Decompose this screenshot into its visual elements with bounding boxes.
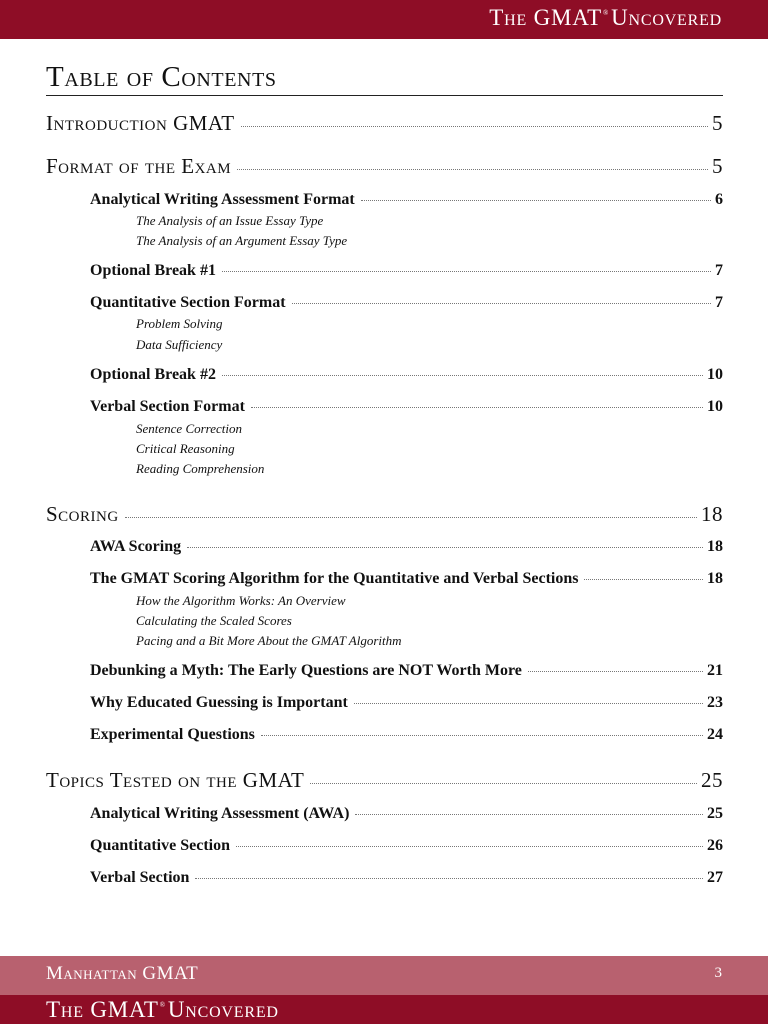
- toc-entry[interactable]: [90, 538, 723, 556]
- dot-leader: [310, 783, 697, 784]
- footer-title-text-end: Uncovered: [167, 997, 279, 1022]
- toc-subtopic: The Analysis of an Issue Essay Type: [136, 213, 324, 228]
- dot-leader: [125, 517, 697, 518]
- toc-entry[interactable]: [90, 805, 723, 823]
- toc-page-number: 7: [715, 294, 723, 311]
- toc-subtopic: Reading Comprehension: [136, 461, 265, 476]
- dot-leader: [241, 126, 708, 127]
- toc-page-number: 25: [707, 805, 723, 822]
- toc-entry[interactable]: [90, 726, 723, 744]
- toc-entry[interactable]: [90, 570, 723, 588]
- toc-entry-label: Introduction GMAT: [46, 111, 235, 135]
- toc-entry-label: Topics Tested on the GMAT: [46, 768, 305, 792]
- dot-leader: [251, 407, 703, 408]
- toc-page-number: 7: [715, 262, 723, 279]
- toc-entry[interactable]: [90, 662, 723, 680]
- toc-entry[interactable]: [90, 191, 723, 209]
- toc-entry[interactable]: [90, 294, 723, 312]
- footer-title-text: The GMAT: [46, 997, 159, 1022]
- trademark-mark: ®: [602, 9, 610, 17]
- toc-page-number: 23: [707, 694, 723, 711]
- toc-entry[interactable]: [90, 262, 723, 280]
- toc-entry-label: Experimental Questions: [90, 726, 255, 743]
- dot-leader: [361, 200, 711, 201]
- dot-leader: [187, 547, 703, 548]
- page-title: Table of Contents: [46, 60, 723, 96]
- toc-entry-label: Verbal Section: [90, 869, 190, 886]
- header-title-text: The GMAT: [489, 5, 602, 30]
- toc-entry-label: Optional Break #2: [90, 366, 216, 383]
- footer-banner: [0, 995, 768, 1024]
- toc-entry-label: The GMAT Scoring Algorithm for the Quantitative and Verbal Sections: [90, 570, 579, 587]
- toc-entry-label: Quantitative Section Format: [90, 294, 286, 311]
- toc-entry-label: Debunking a Myth: The Early Questions are NOT Worth More: [90, 662, 522, 679]
- dot-leader: [355, 814, 703, 815]
- trademark-mark: ®: [159, 1001, 166, 1009]
- header-title: [489, 5, 722, 31]
- dot-leader: [354, 703, 703, 704]
- toc-entry[interactable]: [46, 502, 723, 527]
- toc-subtopic: Calculating the Scaled Scores: [136, 613, 292, 628]
- toc-entry[interactable]: [90, 366, 723, 384]
- toc-subtopic: Problem Solving: [136, 316, 223, 331]
- dot-leader: [261, 735, 703, 736]
- footer-title: [46, 997, 279, 1023]
- toc-entry[interactable]: [90, 398, 723, 416]
- toc-entry-label: Verbal Section Format: [90, 398, 245, 415]
- toc-page-number: 26: [707, 837, 723, 854]
- toc-entry[interactable]: [46, 768, 723, 793]
- toc-entry-label: Analytical Writing Assessment (AWA): [90, 805, 350, 822]
- toc-entry-label: Analytical Writing Assessment Format: [90, 191, 355, 208]
- toc-subtopic: Pacing and a Bit More About the GMAT Algorithm: [136, 633, 402, 648]
- toc-entry-label: Format of the Exam: [46, 154, 232, 178]
- toc-subtopic: How the Algorithm Works: An Overview: [136, 593, 346, 608]
- header-title-text-end: Uncovered: [611, 5, 722, 30]
- dot-leader: [236, 846, 703, 847]
- toc-page-number: 10: [707, 366, 723, 383]
- toc-entry[interactable]: [46, 154, 723, 179]
- header-banner: [0, 0, 768, 39]
- dot-leader: [528, 671, 703, 672]
- toc-page-number: 24: [707, 726, 723, 743]
- toc-page-number: 21: [707, 662, 723, 679]
- dot-leader: [584, 579, 703, 580]
- toc-page-number: 10: [707, 398, 723, 415]
- toc-page-number: 5: [712, 111, 723, 135]
- toc-entry-label: Optional Break #1: [90, 262, 216, 279]
- toc-page-number: 6: [715, 191, 723, 208]
- toc-entry[interactable]: [90, 869, 723, 887]
- toc-page-number: 5: [712, 154, 723, 178]
- toc-entry-label: AWA Scoring: [90, 538, 182, 555]
- toc-subtopic: The Analysis of an Argument Essay Type: [136, 233, 348, 248]
- dot-leader: [195, 878, 703, 879]
- toc-page-number: 25: [701, 768, 723, 792]
- toc-entry-label: Why Educated Guessing is Important: [90, 694, 348, 711]
- toc-page-number: 18: [707, 570, 723, 587]
- toc-entry-label: Quantitative Section: [90, 837, 230, 854]
- dot-leader: [237, 169, 708, 170]
- dot-leader: [222, 375, 703, 376]
- toc-page-number: 18: [701, 502, 723, 526]
- toc-entry[interactable]: [90, 837, 723, 855]
- toc-subtopic: Critical Reasoning: [136, 441, 235, 456]
- toc-entry-label: Scoring: [46, 502, 119, 526]
- toc-subtopic: Sentence Correction: [136, 421, 243, 436]
- publisher-name: Manhattan GMAT: [46, 963, 199, 984]
- toc-page-number: 18: [707, 538, 723, 555]
- dot-leader: [222, 271, 711, 272]
- page-number: 3: [714, 965, 722, 981]
- dot-leader: [292, 303, 711, 304]
- toc-entry[interactable]: [46, 111, 723, 136]
- toc-page-number: 27: [707, 869, 723, 886]
- footer-band: [0, 956, 768, 995]
- toc-subtopic: Data Sufficiency: [136, 337, 223, 352]
- toc-entry[interactable]: [90, 694, 723, 712]
